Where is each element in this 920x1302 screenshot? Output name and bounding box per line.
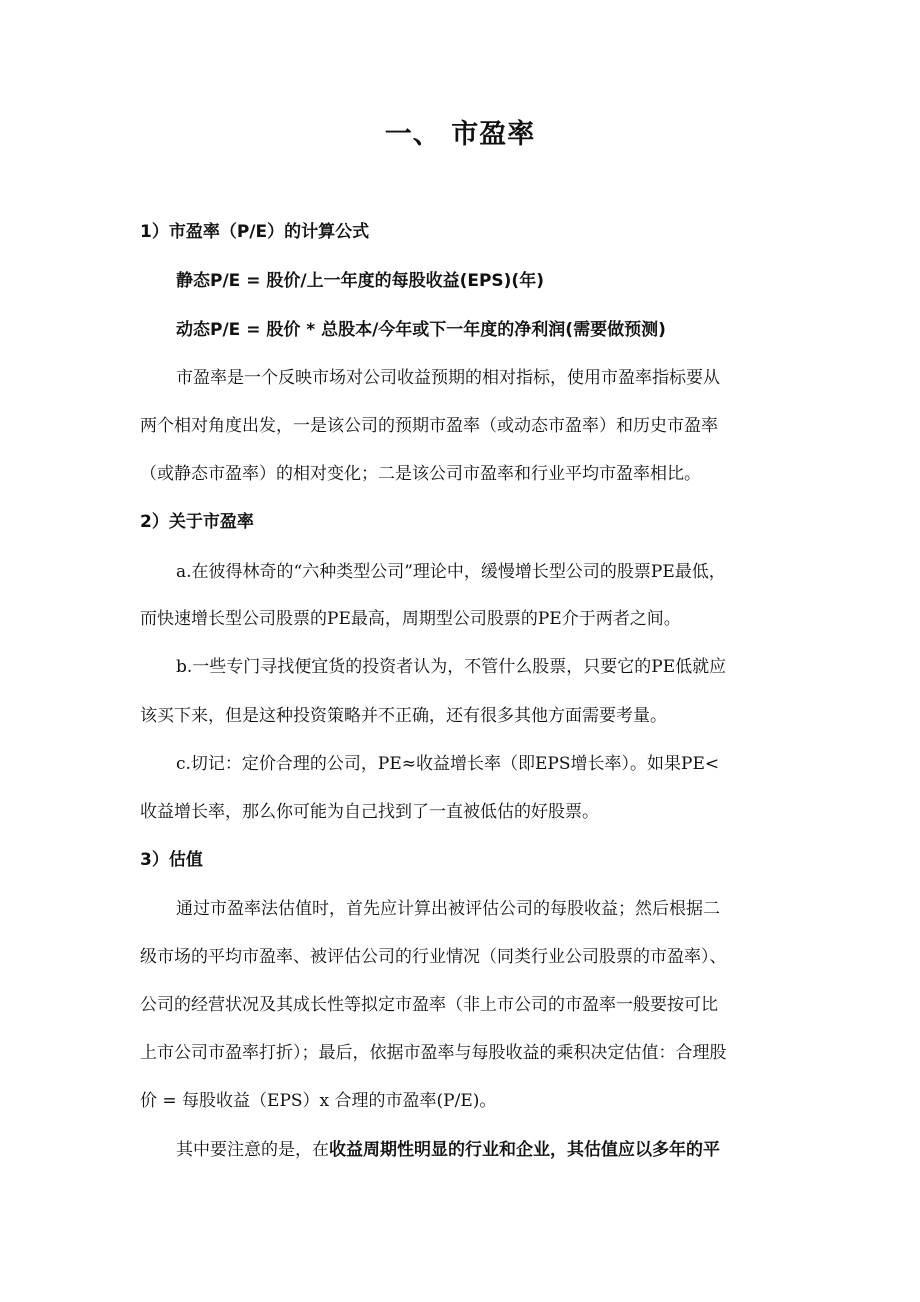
list-item-c-cont: 收益增长率，那么你可能为自己找到了一直被低估的好股票。 <box>140 802 599 822</box>
page-title: 一、 市盈率 <box>384 119 536 150</box>
section-heading-valuation: 3）估值 <box>140 850 203 870</box>
bold-text: 收益周期性明显的行业和企业，其估值应以多年的平 <box>329 1140 720 1160</box>
list-item-b: b.一些专门寻找便宜货的投资者认为，不管什么股票，只要它的PE低就应 <box>176 657 727 677</box>
static-pe-formula: 静态P/E = 股价/上一年度的每股收益(EPS)(年) <box>176 271 544 291</box>
list-item-a: a.在彼得林奇的“六种类型公司”理论中，缓慢增长型公司的股票PE最低， <box>176 562 726 582</box>
paragraph-line: 通过市盈率法估值时，首先应计算出被评估公司的每股收益；然后根据二 <box>176 899 720 919</box>
list-item-c: c.切记：定价合理的公司，PE≈收益增长率（即EPS增长率）。如果PE< <box>176 754 720 774</box>
dynamic-pe-formula: 动态P/E = 股价 * 总股本/今年或下一年度的净利润(需要做预测) <box>176 320 666 340</box>
list-item-b-cont: 该买下来，但是这种投资策略并不正确，还有很多其他方面需要考量。 <box>140 706 667 726</box>
paragraph-line-mixed <box>176 1138 720 1162</box>
paragraph-line: 市盈率是一个反映市场对公司收益预期的相对指标，使用市盈率指标要从 <box>176 368 720 388</box>
section-heading-about-pe: 2）关于市盈率 <box>140 512 254 532</box>
paragraph-line: 上市公司市盈率打折）；最后，依据市盈率与每股收益的乘积决定估值：合理股 <box>140 1043 727 1063</box>
list-item-a-cont: 而快速增长型公司股票的PE最高，周期型公司股票的PE介于两者之间。 <box>140 609 681 629</box>
paragraph-line: 两个相对角度出发，一是该公司的预期市盈率（或动态市盈率）和历史市盈率 <box>140 416 718 436</box>
paragraph-line: 价 = 每股收益（EPS）x 合理的市盈率(P/E)。 <box>140 1091 497 1111</box>
section-heading-pe-formula: 1）市盈率（P/E）的计算公式 <box>140 222 370 242</box>
plain-text: 其中要注意的是，在 <box>176 1140 329 1160</box>
paragraph-line: 公司的经营状况及其成长性等拟定市盈率（非上市公司的市盈率一般要按可比 <box>140 995 718 1015</box>
paragraph-line: （或静态市盈率）的相对变化；二是该公司市盈率和行业平均市盈率相比。 <box>140 464 701 484</box>
paragraph-line: 级市场的平均市盈率、被评估公司的行业情况（同类行业公司股票的市盈率）、 <box>140 947 727 967</box>
